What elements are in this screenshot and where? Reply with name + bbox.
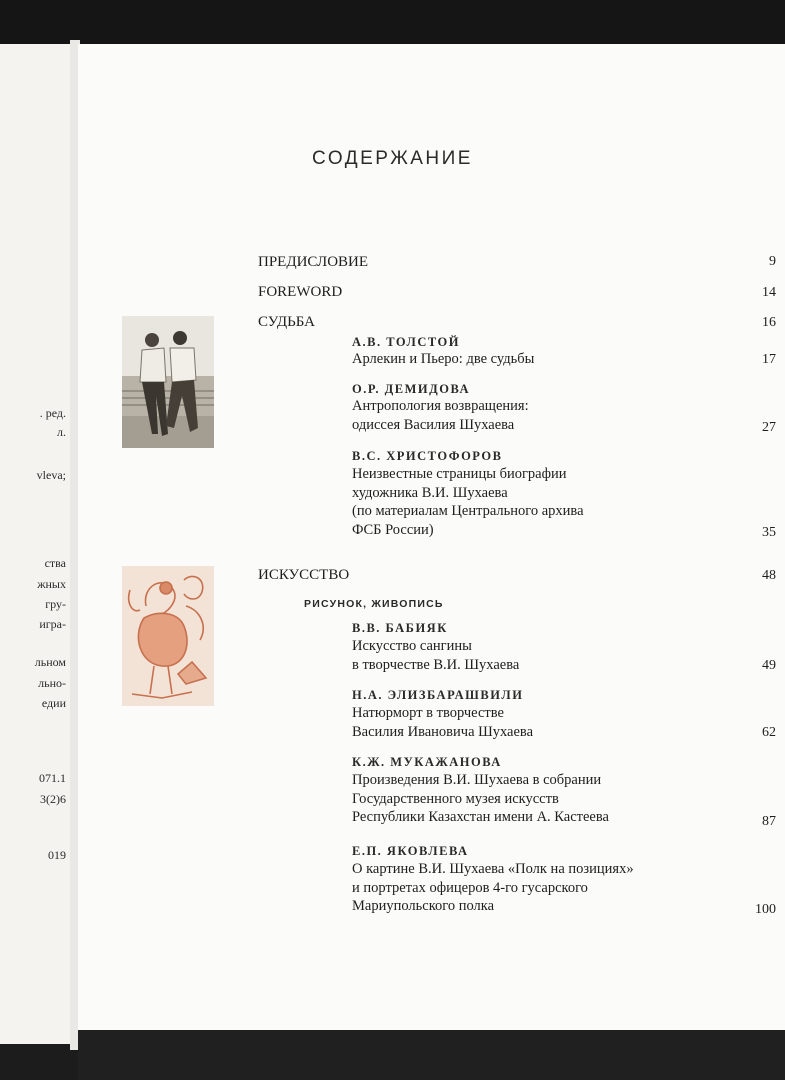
entry-page: 49 bbox=[762, 658, 776, 673]
left-fragment-text: льно- bbox=[38, 676, 66, 690]
entry-title: Арлекин и Пьеро: две судьбы bbox=[352, 351, 535, 367]
entry-title: Натюрморт в творчестве Василия Ивановича Шухаева bbox=[352, 705, 534, 740]
entry-title: Произведения В.И. Шухаева в собрании Государственного музея искусств Республики Казахстан имени А. Кастеева bbox=[352, 772, 609, 825]
left-fragment-text: 071.1 bbox=[39, 771, 66, 785]
section-foreword-label: FOREWORD bbox=[258, 284, 343, 300]
left-fragment-text: vleva; bbox=[36, 468, 66, 482]
section-foreword-page: 14 bbox=[762, 285, 776, 300]
entry-author: К.Ж. МУКАЖАНОВА bbox=[352, 755, 502, 769]
left-fragment-text: жных bbox=[37, 577, 66, 591]
entry-page: 87 bbox=[762, 814, 776, 829]
scan-top-edge bbox=[0, 0, 785, 44]
entry-page: 100 bbox=[755, 902, 776, 917]
entry-author: А.В. ТОЛСТОЙ bbox=[352, 335, 460, 349]
section-preface-label: ПРЕДИСЛОВИЕ bbox=[258, 254, 369, 270]
left-fragment-text: гру- bbox=[45, 597, 66, 611]
left-fragment-text: 3(2)6 bbox=[40, 792, 66, 806]
entry-author: Н.А. ЭЛИЗБАРАШВИЛИ bbox=[352, 688, 524, 702]
left-fragment-text: . ред. bbox=[39, 406, 66, 420]
entry-author: Е.П. ЯКОВЛЕВА bbox=[352, 844, 469, 858]
section-preface-page: 9 bbox=[769, 254, 776, 269]
section-fate-label: СУДЬБА bbox=[258, 314, 316, 330]
scan-bottom-edge bbox=[78, 1030, 785, 1080]
left-page-fragment bbox=[0, 44, 71, 1044]
entry-title: О картине В.И. Шухаева «Полк на позициях» и портретах офицеров 4-го гусарского Мариупольского полка bbox=[352, 861, 634, 914]
entry-title: Неизвестные страницы биографии художника В.И. Шухаева (по материалам Центрального архива ФСБ России) bbox=[352, 466, 584, 538]
entry-page: 62 bbox=[762, 725, 776, 740]
left-fragment-text: ства bbox=[44, 556, 66, 570]
left-fragment-text: льном bbox=[34, 655, 66, 669]
section-art-label: ИСКУССТВО bbox=[258, 567, 350, 583]
left-fragment-text: игра- bbox=[39, 617, 66, 631]
left-fragment-text: л. bbox=[57, 425, 66, 439]
entry-author: О.Р. ДЕМИДОВА bbox=[352, 382, 471, 396]
left-fragment-text: 019 bbox=[48, 848, 66, 862]
two-men-photo-icon bbox=[122, 316, 214, 448]
subsection-label: РИСУНОК, ЖИВОПИСЬ bbox=[304, 598, 444, 610]
section-fate-page: 16 bbox=[762, 315, 776, 330]
entry-title: Антропология возвращения: одиссея Василия Шухаева bbox=[352, 398, 529, 433]
entry-page: 35 bbox=[762, 525, 776, 540]
section-art-page: 48 bbox=[762, 568, 776, 583]
left-fragment-text: едии bbox=[41, 696, 66, 710]
entry-author: В.С. ХРИСТОФОРОВ bbox=[352, 449, 503, 463]
entry-page: 17 bbox=[762, 352, 776, 367]
sanguine-bird-drawing-icon bbox=[122, 566, 214, 706]
page-title: СОДЕРЖАНИЕ bbox=[312, 148, 473, 169]
entry-page: 27 bbox=[762, 420, 776, 435]
entry-title: Искусство сангины в творчестве В.И. Шухаева bbox=[352, 638, 520, 673]
entry-author: В.В. БАБИЯК bbox=[352, 621, 448, 635]
